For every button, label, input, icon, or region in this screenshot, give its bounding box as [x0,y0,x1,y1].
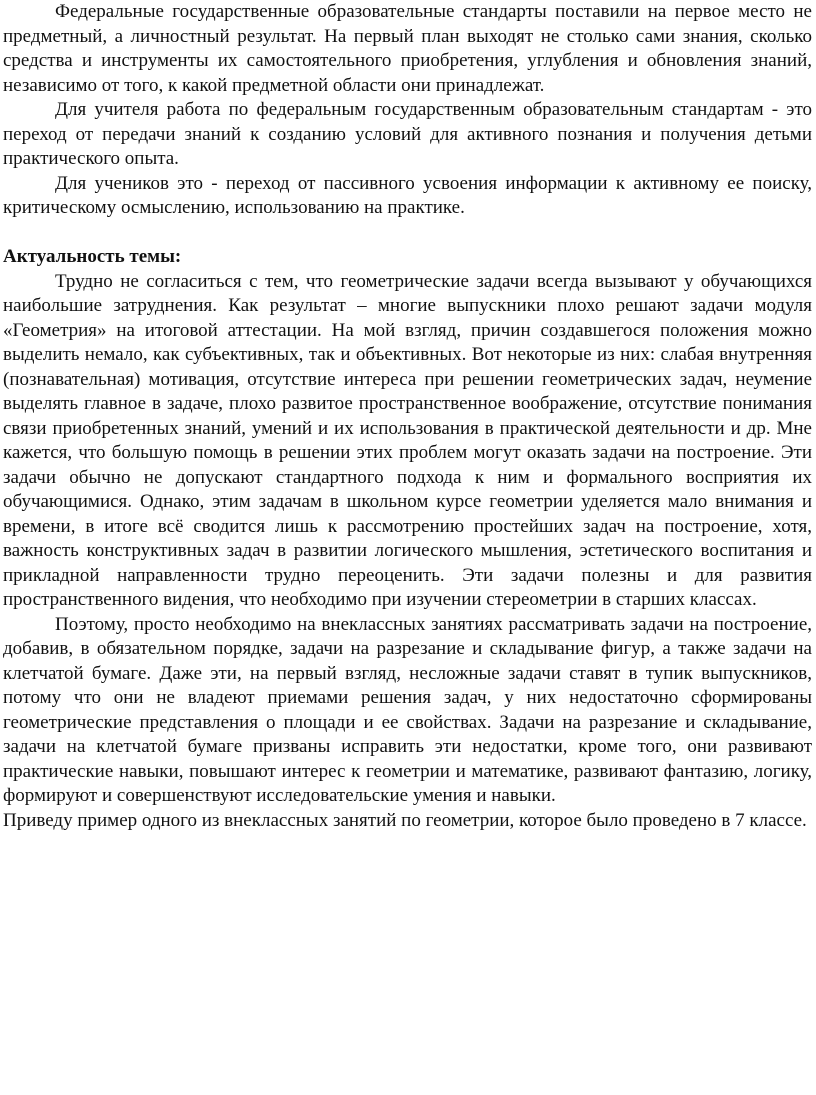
paragraph-closing-example: Приведу пример одного из внеклассных занятий по геометрии, которое было проведено в 7 классе. [3,809,807,831]
paragraph-geometry-difficulties: Трудно не согласиться с тем, что геометрические задачи всегда вызывают у обучающихся наибольшие затруднения. Как результат – многие выпускники плохо решают задачи модуля «Геометрия» на итоговой аттестации. На мой взгляд, причин создавшегося положения можно выделить немало, как субъективных, так и объективных. Вот некоторые из них: слабая внутренняя (познавательная) мотивация, отсутствие интереса при решении геометрических задач, неумение выделять главное в задаче, плохо развитое пространственное воображение, отсутствие понимания связи приобретенных знаний, умений и их использования в практической деятельности и др. Мне кажется, что большую помощь в решении этих проблем могут оказать задачи на построение. Эти задачи обычно не допускают стандартного подхода к ним и формального восприятия их обучающимися. Однако, этим задачам в школьном курсе геометрии уделяется мало внимания и времени, в итоге всё сводится лишь к рассмотрению простейших задач на построение, хотя, важность конструктивных задач в развитии логического мышления, эстетического воспитания и прикладной направленности трудно переоценить. Эти задачи полезны и для развития пространственного видения, что необходимо при изучении стереометрии в старших классах. [3,270,812,610]
section-heading: Актуальность темы: [3,246,182,267]
paragraph-student-transition: Для учеников это - переход от пассивного усвоения информации к активному ее поиску, критическому осмыслению, использованию на практике. [3,172,812,218]
paragraph-fgos-priorities: Федеральные государственные образовательные стандарты поставили на первое место не предметный, а личностный результат. На первый план выходят не столько сами знания, сколько средства и инструменты их самостоятельного приобретения, углубления и обновления знаний, независимо от того, к какой предметной области они принадлежат. [3,1,812,96]
blank-line [3,221,812,246]
paragraph-extracurricular-tasks: Поэтому, просто необходимо на внеклассных занятиях рассматривать задачи на построение, добавив, в обязательном порядке, задачи на разрезание и складывание фигур, а также задачи на клетчатой бумаге. Даже эти, на первый взгляд, несложные задачи ставят в тупик выпускников, потому что они не владеют приемами решения задач, у них недостаточно сформированы геометрические представления о площади и ее свойствах. Задачи на разрезание и складывание, задачи на клетчатой бумаге призваны исправить эти недостатки, кроме того, они развивают практические навыки, повышают интерес к геометрии и математике, развивают фантазию, логику, формируют и совершенствуют исследовательские умения и навыки. [3,613,812,806]
paragraph-teacher-transition: Для учителя работа по федеральным государственным образовательным стандартам - это переход от передачи знаний к созданию условий для активного познания и получения детьми практического опыта. [3,99,812,169]
